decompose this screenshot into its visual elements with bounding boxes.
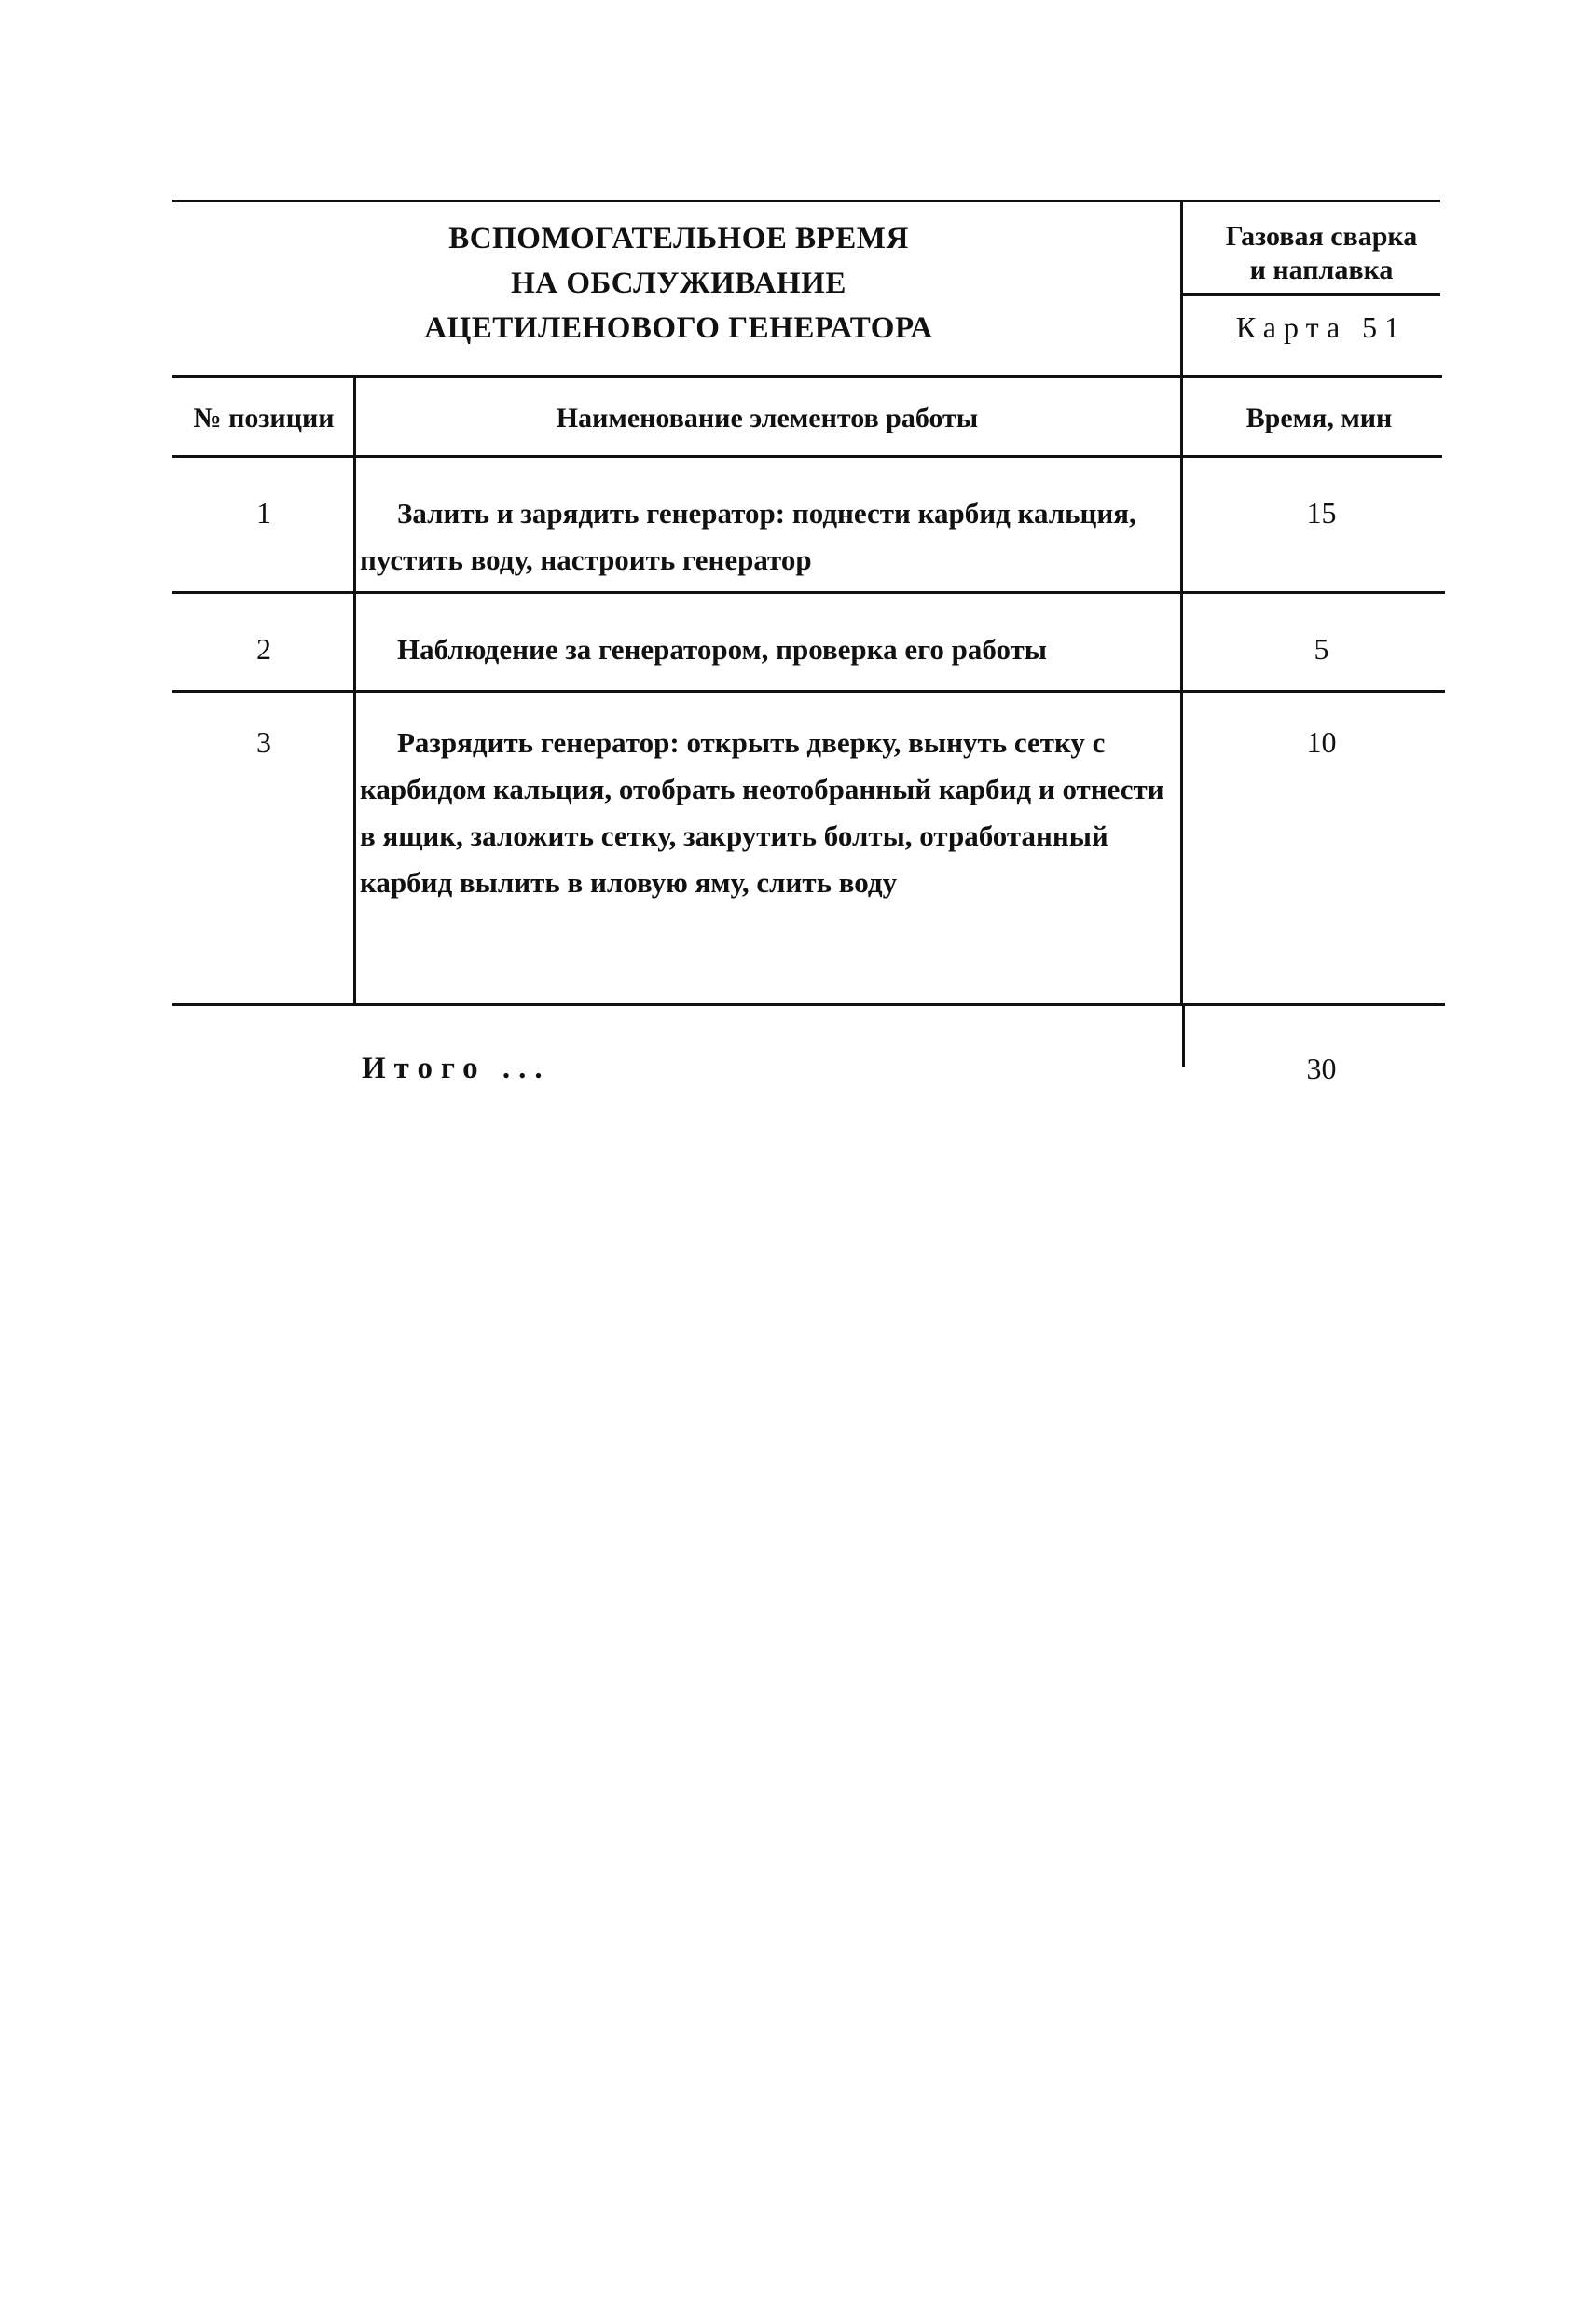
category-line-1: Газовая сварка	[1225, 221, 1418, 252]
total-value: 30	[1306, 1052, 1337, 1085]
page-title	[175, 216, 1182, 351]
col-time-header: Время, мин	[1245, 403, 1393, 434]
col-position-header: № позиции	[193, 403, 335, 434]
rule-row-2	[172, 690, 1445, 693]
divider-col-1	[353, 375, 356, 1004]
divider-total	[1182, 1003, 1185, 1067]
col-name-header: Наименование элементов работы	[556, 403, 979, 434]
card-number: Карта 51	[1235, 310, 1408, 344]
row-1-text: Залить и зарядить генератор: поднести карбид кальция, пустить воду, настроить генератор	[360, 497, 1136, 576]
rule-columns	[172, 455, 1442, 458]
title-line-1: ВСПОМОГАТЕЛЬНОЕ ВРЕМЯ	[448, 222, 909, 255]
title-line-3: АЦЕТИЛЕНОВОГО ГЕНЕРАТОРА	[424, 311, 933, 345]
divider-col-2	[1180, 375, 1183, 1004]
row-3-time: 10	[1306, 725, 1337, 759]
rule-row-3	[172, 1003, 1445, 1006]
row-1-time: 15	[1306, 496, 1337, 530]
row-2-time: 5	[1314, 632, 1329, 666]
title-line-2: НА ОБСЛУЖИВАНИЕ	[511, 267, 846, 300]
rule-header	[172, 375, 1442, 378]
row-3-text: Разрядить генератор: открыть дверку, вынуть сетку с карбидом кальция, отобрать неотобранный карбид и отнести в ящик, заложить сетку, закрутить болты, отработанный карбид вылить в иловую яму, слить воду	[360, 726, 1164, 899]
row-2-num: 2	[256, 632, 271, 666]
rule-row-1	[172, 591, 1445, 594]
total-label: Итого ...	[362, 1052, 551, 1085]
rule-top	[172, 200, 1440, 202]
row-2-text: Наблюдение за генератором, проверка его работы	[397, 633, 1047, 666]
row-3-num: 3	[256, 725, 271, 759]
category-line-2: и наплавка	[1249, 255, 1394, 285]
rule-category-card	[1182, 293, 1440, 296]
row-1-num: 1	[256, 496, 271, 530]
category	[1189, 220, 1454, 287]
